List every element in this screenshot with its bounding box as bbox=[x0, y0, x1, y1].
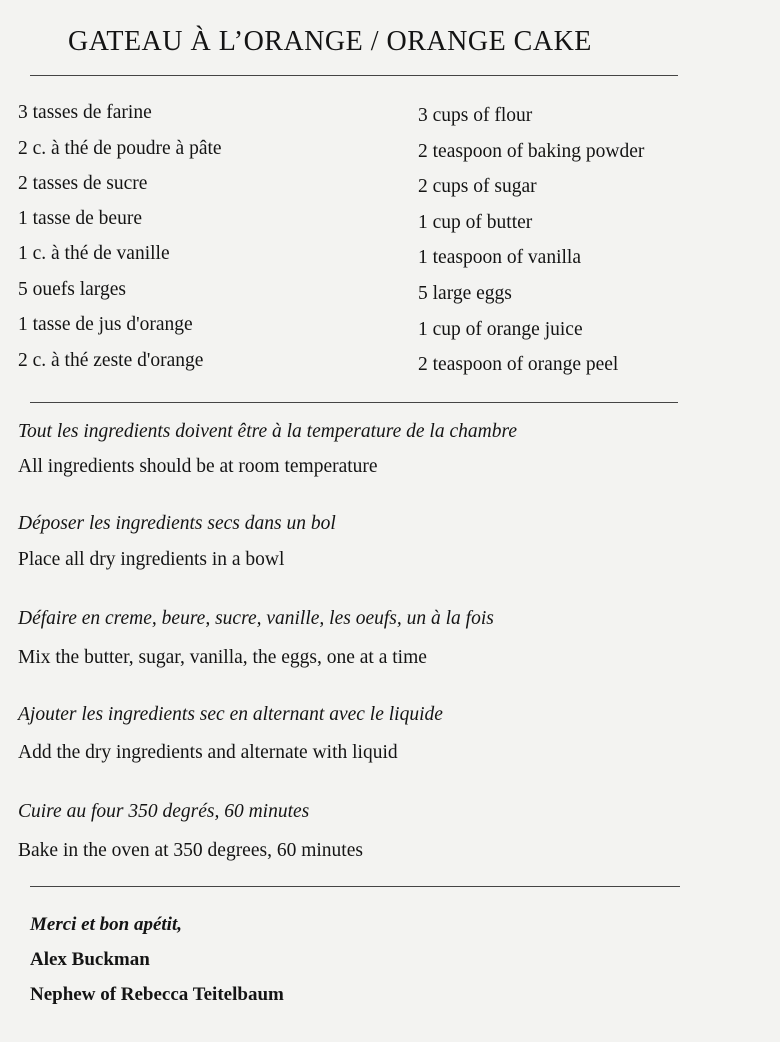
step-instruction-en: Bake in the oven at 350 degrees, 60 minutes bbox=[18, 840, 363, 861]
ingredient-fr: 1 c. à thé de vanille bbox=[18, 243, 170, 264]
step-instruction-en: Add the dry ingredients and alternate with liquid bbox=[18, 742, 398, 763]
step-instruction-fr: Défaire en creme, beure, sucre, vanille, les oeufs, un à la fois bbox=[18, 608, 494, 629]
ingredient-en: 2 teaspoon of baking powder bbox=[418, 141, 645, 162]
step-instruction-fr: Tout les ingredients doivent être à la temperature de la chambre bbox=[18, 421, 517, 442]
step-instruction-fr: Ajouter les ingredients sec en alternant avec le liquide bbox=[18, 704, 443, 725]
ingredient-en: 1 cup of butter bbox=[418, 212, 533, 233]
recipe-title: GATEAU À L’ORANGE / ORANGE CAKE bbox=[68, 26, 592, 57]
step-instruction-fr: Cuire au four 350 degrés, 60 minutes bbox=[18, 801, 310, 822]
closing-line: Merci et bon apétit, bbox=[30, 914, 182, 935]
author-relation: Nephew of Rebecca Teitelbaum bbox=[30, 984, 284, 1005]
ingredient-en: 2 teaspoon of orange peel bbox=[418, 354, 619, 375]
ingredient-en: 1 teaspoon of vanilla bbox=[418, 247, 581, 268]
step-instruction-fr: Déposer les ingredients secs dans un bol bbox=[18, 513, 336, 534]
ingredient-en: 3 cups of flour bbox=[418, 105, 533, 126]
ingredient-en: 5 large eggs bbox=[418, 283, 512, 304]
ingredient-en: 2 cups of sugar bbox=[418, 176, 537, 197]
steps-divider bbox=[30, 886, 680, 887]
ingredient-fr: 2 c. à thé de poudre à pâte bbox=[18, 138, 222, 159]
ingredients-divider bbox=[30, 402, 678, 403]
step-instruction-en: All ingredients should be at room temperature bbox=[18, 456, 378, 477]
step-instruction-en: Place all dry ingredients in a bowl bbox=[18, 549, 285, 570]
ingredient-fr: 2 c. à thé zeste d'orange bbox=[18, 350, 204, 371]
ingredient-fr: 1 tasse de beure bbox=[18, 208, 142, 229]
ingredient-fr: 2 tasses de sucre bbox=[18, 173, 148, 194]
ingredient-en: 1 cup of orange juice bbox=[418, 319, 583, 340]
author-name: Alex Buckman bbox=[30, 949, 150, 970]
ingredient-fr: 3 tasses de farine bbox=[18, 102, 152, 123]
title-divider bbox=[30, 75, 678, 76]
ingredient-fr: 1 tasse de jus d'orange bbox=[18, 314, 193, 335]
step-instruction-en: Mix the butter, sugar, vanilla, the eggs, one at a time bbox=[18, 647, 427, 668]
ingredient-fr: 5 ouefs larges bbox=[18, 279, 126, 300]
